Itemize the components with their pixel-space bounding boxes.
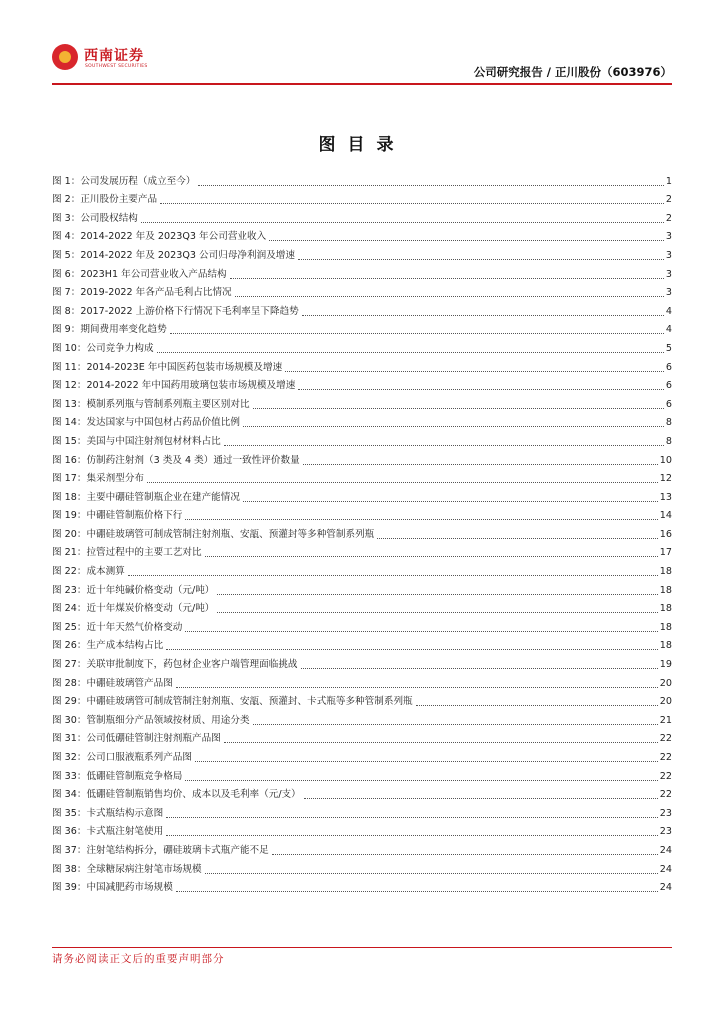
toc-entry[interactable] bbox=[52, 801, 672, 820]
toc-entry[interactable] bbox=[52, 745, 672, 764]
toc-entry-label: 图 11：2014-2023E 年中国医药包装市场规模及增速 bbox=[52, 361, 283, 373]
toc-entry-label: 图 10：公司竞争力构成 bbox=[52, 342, 154, 354]
toc-entry-label: 图 16：仿制药注射剂（3 类及 4 类）通过一致性评价数量 bbox=[52, 454, 300, 466]
header-divider bbox=[52, 83, 672, 85]
toc-entry-page: 6 bbox=[665, 398, 672, 410]
toc-dot-leader bbox=[301, 668, 658, 669]
toc-dot-leader bbox=[147, 482, 658, 483]
toc-entry[interactable] bbox=[52, 169, 672, 188]
toc-entry[interactable] bbox=[52, 281, 672, 300]
toc-dot-leader bbox=[230, 278, 664, 279]
toc-entry-label: 图 1：公司发展历程（成立至今） bbox=[52, 175, 196, 187]
toc-dot-leader bbox=[416, 705, 658, 706]
toc-entry-page: 24 bbox=[659, 844, 672, 856]
toc-dot-leader bbox=[253, 724, 658, 725]
toc-entry-label: 图 21：拉管过程中的主要工艺对比 bbox=[52, 547, 202, 559]
toc-entry-label: 图 29：中硼硅玻璃管可制成管制注射剂瓶、安瓿、预灌封、卡式瓶等多种管制系列瓶 bbox=[52, 696, 413, 708]
toc-entry-label: 图 30：管制瓶细分产品领域按材质、用途分类 bbox=[52, 714, 250, 726]
toc-entry-label: 图 22：成本测算 bbox=[52, 566, 125, 578]
toc-entry[interactable] bbox=[52, 411, 672, 430]
toc-dot-leader bbox=[224, 742, 658, 743]
toc-entry[interactable] bbox=[52, 448, 672, 467]
toc-dot-leader bbox=[166, 817, 658, 818]
toc-dot-leader bbox=[170, 333, 664, 334]
toc-entry-page: 18 bbox=[659, 621, 672, 633]
toc-entry[interactable] bbox=[52, 783, 672, 802]
toc-entry-page: 22 bbox=[659, 752, 672, 763]
toc-entry-page: 14 bbox=[659, 510, 672, 522]
toc-entry-page: 16 bbox=[659, 528, 672, 540]
toc-entry-page: 13 bbox=[659, 491, 672, 503]
toc-entry-label: 图 14：发达国家与中国包材占药品价值比例 bbox=[52, 417, 240, 429]
toc-dot-leader bbox=[298, 259, 664, 260]
toc-entry-page: 20 bbox=[659, 677, 672, 689]
toc-dot-leader bbox=[243, 426, 664, 427]
report-title: 公司研究报告 / 正川股份（603976） bbox=[473, 65, 672, 79]
toc-entry-page: 5 bbox=[665, 342, 672, 354]
toc-entry-label: 图 20：中硼硅玻璃管可制成管制注射剂瓶、安瓿、预灌封等多种管制系列瓶 bbox=[52, 528, 375, 540]
toc-dot-leader bbox=[128, 575, 658, 576]
toc-entry-page: 18 bbox=[659, 566, 672, 578]
toc-entry[interactable] bbox=[52, 857, 672, 876]
toc-entry[interactable] bbox=[52, 634, 672, 653]
toc-entry[interactable] bbox=[52, 243, 672, 262]
toc-entry-page: 3 bbox=[665, 231, 672, 243]
page-title: 图目录 bbox=[318, 135, 406, 155]
toc-dot-leader bbox=[205, 556, 658, 557]
toc-entry-label: 图 27：关联审批制度下，药包材企业客户端管理面临挑战 bbox=[52, 659, 298, 671]
toc-entry[interactable] bbox=[52, 764, 672, 783]
toc-entry-label: 图 4：2014-2022 年及 2023Q3 年公司营业收入 bbox=[52, 231, 267, 243]
footer-divider bbox=[52, 947, 672, 948]
logo-inner-mark bbox=[59, 51, 71, 63]
toc-entry-label: 图 13：模制系列瓶与管制系列瓶主要区别对比 bbox=[52, 398, 250, 410]
toc-dot-leader bbox=[185, 780, 657, 781]
toc-entry[interactable] bbox=[52, 299, 672, 318]
toc-entry-label: 图 37：注射笔结构拆分，硼硅玻璃卡式瓶产能不足 bbox=[52, 844, 269, 856]
toc-entry-page: 22 bbox=[659, 770, 672, 782]
toc-entry-label: 图 35：卡式瓶结构示意图 bbox=[52, 807, 164, 819]
toc-entry-page: 17 bbox=[659, 547, 672, 559]
toc-entry-label: 图 23：近十年纯碱价格变动（元/吨） bbox=[52, 584, 215, 596]
toc-entry-page: 21 bbox=[659, 714, 672, 726]
toc-entry-label: 图 32：公司口服液瓶系列产品图 bbox=[52, 752, 192, 763]
toc-entry[interactable] bbox=[52, 541, 672, 560]
toc-entry-page: 20 bbox=[659, 696, 672, 708]
toc-dot-leader bbox=[224, 445, 664, 446]
toc-dot-leader bbox=[198, 185, 663, 186]
toc-entry-label: 图 38：全球糖尿病注射笔市场规模 bbox=[52, 863, 202, 875]
toc-entry[interactable] bbox=[52, 318, 672, 337]
toc-dot-leader bbox=[205, 873, 658, 874]
toc-entry-label: 图 25：近十年天然气价格变动 bbox=[52, 621, 183, 633]
logo-english-name: SOUTHWEST SECURITIES bbox=[85, 64, 148, 69]
toc-entry-label: 图 7：2019-2022 年各产品毛利占比情况 bbox=[52, 287, 232, 299]
toc-entry-page: 19 bbox=[659, 659, 672, 671]
toc-entry-page: 10 bbox=[659, 454, 672, 466]
toc-entry-label: 图 31：公司低硼硅管制注射剂瓶产品图 bbox=[52, 733, 221, 745]
toc-dot-leader bbox=[176, 891, 658, 892]
toc-entry-page: 2 bbox=[665, 194, 672, 206]
toc-entry[interactable] bbox=[52, 671, 672, 690]
toc-dot-leader bbox=[217, 612, 657, 613]
toc-dot-leader bbox=[235, 296, 664, 297]
toc-entry-page: 24 bbox=[659, 863, 672, 875]
toc-entry-label: 图 26：生产成本结构占比 bbox=[52, 640, 164, 652]
toc-entry-page: 3 bbox=[665, 268, 672, 280]
toc-dot-leader bbox=[298, 389, 664, 390]
toc-entry-label: 图 33：低硼硅管制瓶竞争格局 bbox=[52, 770, 183, 782]
toc-entry[interactable] bbox=[52, 392, 672, 411]
toc-entry[interactable] bbox=[52, 355, 672, 374]
toc-entry[interactable] bbox=[52, 727, 672, 746]
toc-dot-leader bbox=[304, 798, 658, 799]
toc-entry-label: 图 34：低硼硅管制瓶销售均价、成本以及毛利率（元/支） bbox=[52, 789, 301, 801]
toc-entry-page: 23 bbox=[659, 826, 672, 838]
toc-entry[interactable] bbox=[52, 708, 672, 727]
toc-dot-leader bbox=[272, 854, 658, 855]
logo-chinese-name: 西南证券 bbox=[84, 48, 144, 64]
toc-entry-page: 1 bbox=[665, 175, 672, 187]
toc-dot-leader bbox=[185, 631, 657, 632]
toc-entry-page: 6 bbox=[665, 380, 672, 392]
toc-dot-leader bbox=[269, 240, 664, 241]
toc-entry-label: 图 6：2023H1 年公司营业收入产品结构 bbox=[52, 268, 227, 280]
toc-dot-leader bbox=[377, 538, 658, 539]
toc-entry-label: 图 2：正川股份主要产品 bbox=[52, 194, 158, 206]
page-header bbox=[52, 40, 672, 82]
toc-entry-page: 12 bbox=[659, 473, 672, 485]
toc-entry[interactable] bbox=[52, 578, 672, 597]
toc-dot-leader bbox=[302, 315, 664, 316]
toc-entry-label: 图 28：中硼硅玻璃管产品图 bbox=[52, 677, 173, 689]
toc-dot-leader bbox=[217, 594, 657, 595]
toc-entry-label: 图 3：公司股权结构 bbox=[52, 212, 138, 224]
toc-dot-leader bbox=[176, 687, 658, 688]
toc-entry[interactable] bbox=[52, 615, 672, 634]
toc-entry-page: 23 bbox=[659, 807, 672, 819]
toc-entry[interactable] bbox=[52, 597, 672, 616]
toc-dot-leader bbox=[243, 501, 658, 502]
toc-entry-page: 18 bbox=[659, 584, 672, 596]
toc-entry-page: 4 bbox=[665, 324, 672, 336]
toc-dot-leader bbox=[185, 519, 657, 520]
toc-entry[interactable] bbox=[52, 225, 672, 244]
toc-entry[interactable] bbox=[52, 838, 672, 857]
toc-dot-leader bbox=[195, 761, 658, 762]
toc-entry-page: 3 bbox=[665, 287, 672, 299]
toc-entry[interactable] bbox=[52, 652, 672, 671]
toc-entry-page: 4 bbox=[665, 305, 672, 317]
toc-entry-page: 22 bbox=[659, 789, 672, 801]
toc-entry-page: 6 bbox=[665, 361, 672, 373]
toc-entry-label: 图 19：中硼硅管制瓶价格下行 bbox=[52, 510, 183, 522]
toc-entry[interactable] bbox=[52, 690, 672, 709]
toc-dot-leader bbox=[253, 408, 664, 409]
toc-entry-label: 图 36：卡式瓶注射笔使用 bbox=[52, 826, 164, 838]
toc-dot-leader bbox=[157, 352, 664, 353]
toc-entry-page: 2 bbox=[665, 212, 672, 224]
toc-entry[interactable] bbox=[52, 559, 672, 578]
toc-entry[interactable] bbox=[52, 485, 672, 504]
toc-dot-leader bbox=[160, 203, 664, 204]
toc-entry-page: 8 bbox=[665, 435, 672, 447]
toc-entry[interactable] bbox=[52, 876, 672, 895]
toc-entry-label: 图 18：主要中硼硅管制瓶企业在建产能情况 bbox=[52, 491, 240, 503]
toc-dot-leader bbox=[285, 371, 664, 372]
toc-entry[interactable] bbox=[52, 374, 672, 393]
company-logo-icon bbox=[52, 44, 78, 70]
toc-dot-leader bbox=[166, 649, 658, 650]
toc-entry-page: 18 bbox=[659, 603, 672, 615]
toc-entry[interactable] bbox=[52, 522, 672, 541]
toc-entry[interactable] bbox=[52, 820, 672, 839]
toc-entry-label: 图 15：美国与中国注射剂包材材料占比 bbox=[52, 435, 221, 447]
toc-entry[interactable] bbox=[52, 336, 672, 355]
toc-entry-label: 图 24：近十年煤炭价格变动（元/吨） bbox=[52, 603, 215, 615]
toc-entry[interactable] bbox=[52, 206, 672, 225]
toc-entry[interactable] bbox=[52, 504, 672, 523]
toc-entry-label: 图 12：2014-2022 年中国药用玻璃包装市场规模及增速 bbox=[52, 380, 296, 392]
toc-entry[interactable] bbox=[52, 188, 672, 207]
toc-entry[interactable] bbox=[52, 467, 672, 486]
toc-entry-label: 图 9：期间费用率变化趋势 bbox=[52, 324, 167, 336]
toc-entry-page: 24 bbox=[659, 882, 672, 894]
footer-disclaimer: 请务必阅读正文后的重要声明部分 bbox=[52, 953, 225, 965]
toc-entry-label: 图 17：集采剂型分布 bbox=[52, 473, 145, 485]
toc-entry-page: 22 bbox=[659, 733, 672, 745]
toc-dot-leader bbox=[166, 835, 658, 836]
toc-entry-label: 图 5：2014-2022 年及 2023Q3 公司归母净利润及增速 bbox=[52, 249, 295, 261]
toc-entry-label: 图 39：中国减肥药市场规模 bbox=[52, 882, 173, 894]
toc-entry[interactable] bbox=[52, 429, 672, 448]
toc-entry-page: 3 bbox=[665, 249, 672, 261]
toc-entry-label: 图 8：2017-2022 上游价格下行情况下毛利率呈下降趋势 bbox=[52, 305, 299, 317]
toc-entry[interactable] bbox=[52, 262, 672, 281]
toc-dot-leader bbox=[303, 464, 658, 465]
toc-entry-page: 18 bbox=[659, 640, 672, 652]
toc-entry-page: 8 bbox=[665, 417, 672, 429]
toc-dot-leader bbox=[141, 222, 664, 223]
table-of-figures bbox=[52, 169, 672, 894]
